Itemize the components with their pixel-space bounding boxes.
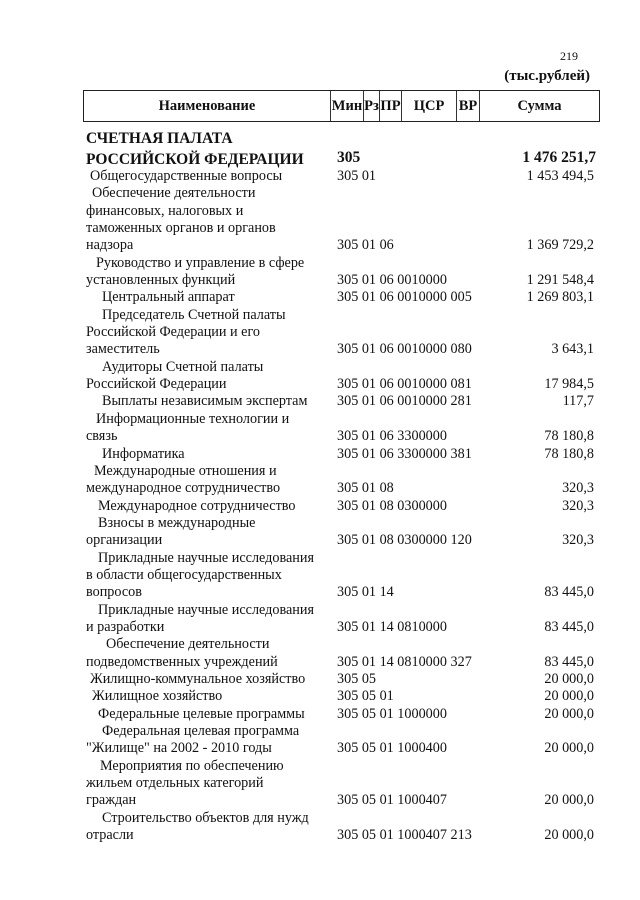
table-row <box>86 758 594 810</box>
row-name-line: Строительство объектов для нужд <box>102 809 309 826</box>
row-sum: 320,3 <box>562 480 594 497</box>
organization-row <box>86 128 596 170</box>
row-sum: 1 453 494,5 <box>526 168 594 184</box>
table-row <box>86 636 594 671</box>
table-row <box>86 359 594 394</box>
row-code: 305 05 01 1000400 <box>337 740 447 757</box>
row-name-line: международное сотрудничество <box>86 480 281 497</box>
row-code: 305 01 14 0810000 <box>337 618 447 635</box>
row-name-line: Федеральная целевая программа <box>102 723 300 739</box>
row-name-line: Центральный аппарат <box>102 289 235 306</box>
row-sum: 20 000,0 <box>544 792 594 809</box>
row-name-line: "Жилище" на 2002 - 2010 годы <box>86 740 272 757</box>
row-name-line: в области общегосударственных <box>86 566 282 583</box>
row-code: 305 05 <box>337 670 377 687</box>
row-sum: 20 000,0 <box>544 688 594 705</box>
row-name-line: связь <box>86 428 118 445</box>
row-name-line: Аудиторы Счетной палаты <box>102 358 264 375</box>
row-name-line: надзора <box>86 237 134 254</box>
row-code: 305 05 01 1000407 213 <box>337 827 472 844</box>
row-code: 305 01 06 3300000 <box>337 428 447 445</box>
row-code: 305 01 06 0010000 <box>337 272 447 289</box>
row-code: 305 01 06 3300000 381 <box>337 445 472 462</box>
row-sum: 1 369 729,2 <box>526 237 594 254</box>
row-name-line: Жилищное хозяйство <box>92 688 223 705</box>
units-label: (тыс.рублей) <box>504 68 590 84</box>
row-code: 305 01 06 0010000 081 <box>337 376 472 393</box>
organization-name-line: СЧЕТНАЯ ПАЛАТА <box>86 130 233 147</box>
row-name-line: Международные отношения и <box>94 462 277 479</box>
organization-name-line: РОССИЙСКОЙ ФЕДЕРАЦИИ <box>86 151 304 168</box>
row-name-line: Выплаты независимым экспертам <box>102 393 308 410</box>
header-min: Мин <box>330 91 363 121</box>
row-code: 305 05 01 <box>337 688 394 705</box>
header-csr: ЦСР <box>401 91 456 121</box>
row-name-line: организации <box>86 532 163 549</box>
table-row <box>86 168 594 185</box>
organization-code: 305 <box>337 149 361 166</box>
table-row <box>86 498 594 515</box>
row-name-line: Председатель Счетной палаты <box>102 306 286 323</box>
row-code: 305 01 14 0810000 327 <box>337 653 472 670</box>
row-name-line: Международное сотрудничество <box>98 497 296 514</box>
row-name-line: подведомственных учреждений <box>86 653 278 670</box>
table-row <box>86 671 594 688</box>
row-sum: 83 445,0 <box>544 584 594 601</box>
row-sum: 78 180,8 <box>544 445 594 462</box>
row-name-line: вопросов <box>86 584 142 601</box>
row-name-line: Жилищно-коммунальное хозяйство <box>90 670 306 687</box>
row-name-line: Взносы в международные <box>98 514 256 531</box>
row-name-line: отрасли <box>86 827 134 844</box>
row-name-line: Мероприятия по обеспечению <box>100 757 284 774</box>
row-code: 305 01 <box>337 168 377 184</box>
row-sum: 1 269 803,1 <box>526 289 594 306</box>
table-row <box>86 515 594 550</box>
header-pr: ПР <box>379 91 401 121</box>
row-sum: 3 643,1 <box>551 341 594 358</box>
table-row <box>86 185 594 254</box>
row-sum: 78 180,8 <box>544 428 594 445</box>
row-name-line: Общегосударственные вопросы <box>90 168 283 184</box>
row-sum: 20 000,0 <box>544 827 594 844</box>
row-sum: 117,7 <box>562 393 594 410</box>
table-row <box>86 602 594 637</box>
table-row <box>86 393 594 410</box>
row-sum: 20 000,0 <box>544 740 594 757</box>
row-name-line: финансовых, налоговых и <box>86 202 244 219</box>
row-code: 305 01 06 0010000 080 <box>337 341 472 358</box>
row-sum: 320,3 <box>562 532 594 549</box>
row-name-line: Прикладные научные исследования <box>98 601 314 618</box>
table-row <box>86 688 594 705</box>
row-name-line: Прикладные научные исследования <box>98 549 314 566</box>
row-code: 305 01 14 <box>337 584 394 601</box>
row-code: 305 01 06 0010000 005 <box>337 289 472 306</box>
row-name-line: и разработки <box>86 618 165 635</box>
row-name-line: таможенных органов и органов <box>86 220 276 237</box>
row-sum: 20 000,0 <box>544 705 594 722</box>
row-code: 305 01 08 0300000 <box>337 497 447 514</box>
header-name: Наименование <box>158 97 256 114</box>
row-code: 305 05 01 1000000 <box>337 705 447 722</box>
table-row <box>86 307 594 359</box>
row-code: 305 01 08 0300000 120 <box>337 532 472 549</box>
row-name-line: Обеспечение деятельности <box>92 185 256 202</box>
table-row <box>86 463 594 498</box>
page-number: 219 <box>560 49 578 63</box>
row-code: 305 05 01 1000407 <box>337 792 447 809</box>
table-row <box>86 810 594 845</box>
row-name-line: Российской Федерации <box>86 376 227 393</box>
table-row <box>86 255 594 290</box>
row-name-line: Российской Федерации и его <box>86 324 261 341</box>
row-code: 305 01 06 <box>337 237 394 254</box>
row-sum: 20 000,0 <box>544 670 594 687</box>
row-name-line: Информационные технологии и <box>96 410 290 427</box>
table-header <box>83 90 600 122</box>
row-name-line: Руководство и управление в сфере <box>96 254 305 271</box>
table-row <box>86 446 594 463</box>
row-code: 305 01 08 <box>337 480 394 497</box>
row-sum: 1 291 548,4 <box>526 272 594 289</box>
row-name-line: заместитель <box>86 341 160 358</box>
row-sum: 320,3 <box>562 497 594 514</box>
row-name-line: Федеральные целевые программы <box>98 705 305 722</box>
row-name-line: жильем отдельных категорий <box>86 775 264 792</box>
row-sum: 17 984,5 <box>544 376 594 393</box>
table-row <box>86 411 594 446</box>
row-name-line: Информатика <box>102 445 185 462</box>
budget-table-body <box>86 168 594 844</box>
header-rz: Рз <box>363 91 379 121</box>
table-row <box>86 289 594 306</box>
header-sum: Сумма <box>479 91 599 121</box>
row-code: 305 01 06 0010000 281 <box>337 393 472 410</box>
row-sum: 83 445,0 <box>544 653 594 670</box>
row-name-line: граждан <box>86 792 137 809</box>
row-name-line: установленных функций <box>86 272 236 289</box>
table-row <box>86 706 594 723</box>
table-row <box>86 550 594 602</box>
row-sum: 83 445,0 <box>544 618 594 635</box>
table-row <box>86 723 594 758</box>
row-name-line: Обеспечение деятельности <box>106 636 270 653</box>
organization-sum: 1 476 251,7 <box>522 149 596 166</box>
header-vr: ВР <box>456 91 479 121</box>
